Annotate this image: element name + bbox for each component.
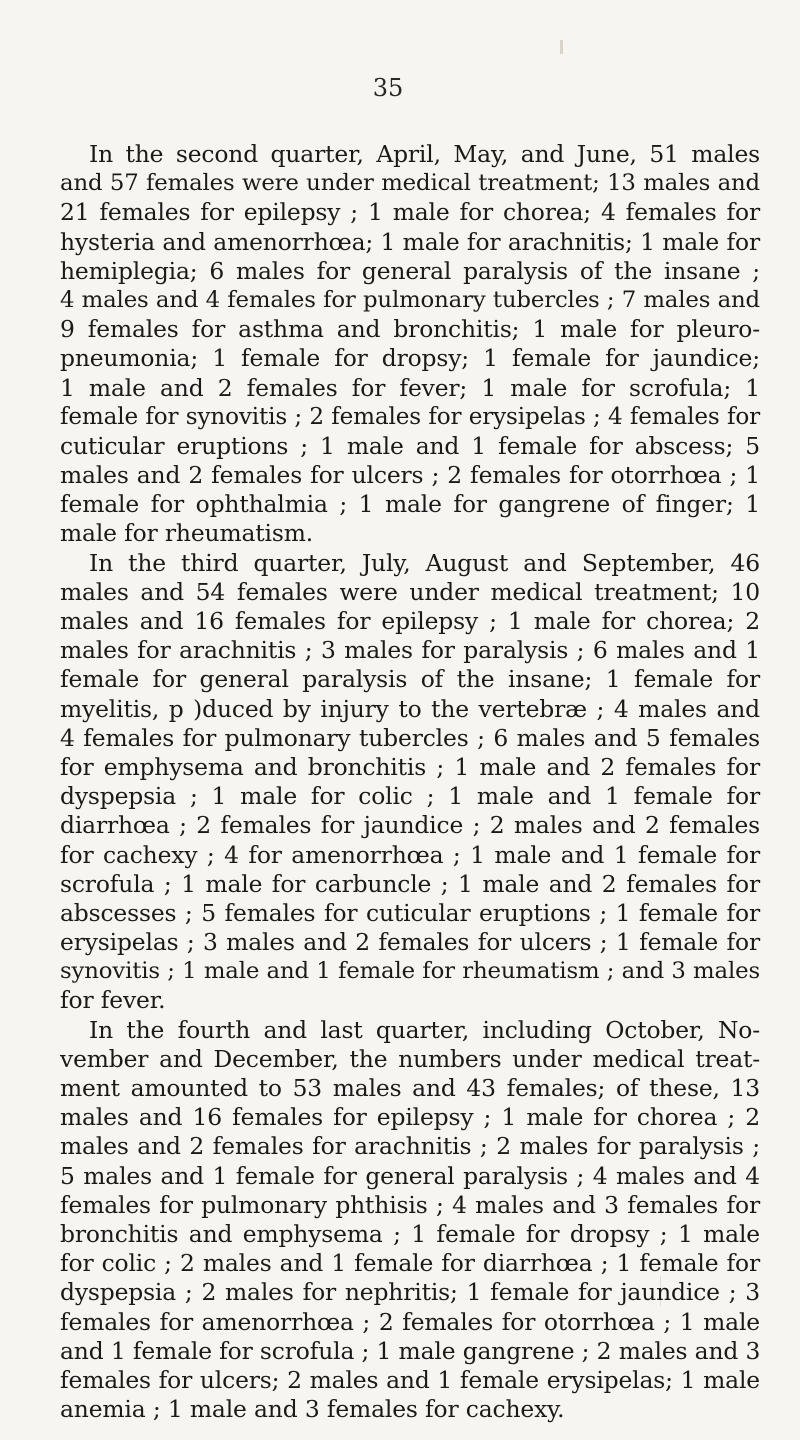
- text-line: 21 females for epilepsy ; 1 male for chorea; 4 females for: [60, 198, 760, 227]
- text-line: for colic ; 2 males and 1 female for diarrhœa ; 1 female for: [60, 1249, 760, 1278]
- text-line: female for synovitis ; 2 females for erysipelas ; 4 females for: [60, 403, 760, 430]
- paragraph-third-quarter: [60, 549, 760, 1016]
- paragraph-second-quarter: [60, 140, 760, 549]
- text-line: erysipelas ; 3 males and 2 females for ulcers ; 1 female for: [60, 928, 760, 957]
- text-line: males and 16 females for epilepsy ; 1 male for chorea ; 2: [60, 1103, 760, 1132]
- text-line: In the second quarter, April, May, and June, 51 males: [89, 140, 760, 168]
- text-line: males and 2 females for arachnitis ; 2 males for paralysis ;: [60, 1132, 760, 1161]
- text-line: for fever.: [60, 986, 166, 1015]
- text-line: myelitis, p )duced by injury to the vertebræ ; 4 males and: [60, 694, 760, 723]
- text-line: 4 females for pulmonary tubercles ; 6 males and 5 females: [60, 723, 760, 752]
- body-text: [60, 140, 760, 1424]
- text-line: females for pulmonary phthisis ; 4 males and 3 females for: [60, 1190, 760, 1219]
- text-line: male for rheumatism.: [60, 519, 314, 548]
- paper-speck: [560, 40, 563, 54]
- text-line: pneumonia; 1 female for dropsy; 1 female for jaundice;: [60, 344, 760, 373]
- text-line: synovitis ; 1 male and 1 female for rheumatism ; and 3 males: [60, 958, 760, 985]
- text-line: for cachexy ; 4 for amenorrhœa ; 1 male and 1 female for: [60, 840, 760, 869]
- text-line: 5 males and 1 female for general paralysis ; 4 males and 4: [60, 1161, 760, 1190]
- text-line: males for arachnitis ; 3 males for paralysis ; 6 males and 1: [60, 636, 760, 665]
- text-line: female for ophthalmia ; 1 male for gangrene of finger; 1: [60, 490, 760, 519]
- paragraph-fourth-quarter: [60, 1016, 760, 1425]
- text-line: and 1 female for scrofula ; 1 male gangrene ; 2 males and 3: [60, 1336, 761, 1365]
- text-line: ment amounted to 53 males and 43 females; of these, 13: [60, 1074, 760, 1102]
- page-number: 35: [372, 74, 404, 102]
- text-line: anemia ; 1 male and 3 females for cachexy.: [60, 1395, 565, 1424]
- text-line: cuticular eruptions ; 1 male and 1 female for abscess; 5: [60, 431, 760, 460]
- text-line: bronchitis and emphysema ; 1 female for dropsy ; 1 male: [60, 1219, 760, 1248]
- text-line: vember and December, the numbers under medical treat-: [60, 1044, 760, 1073]
- text-line: hemiplegia; 6 males for general paralysis of the insane ;: [60, 256, 760, 285]
- text-line: 4 males and 4 females for pulmonary tubercles ; 7 males and: [60, 286, 760, 313]
- text-line: females for ulcers; 2 males and 1 female erysipelas; 1 male: [60, 1365, 760, 1394]
- text-line: males and 2 females for ulcers ; 2 females for otorrhœa ; 1: [60, 461, 760, 490]
- text-line: males and 16 females for epilepsy ; 1 male for chorea; 2: [60, 607, 760, 635]
- text-line: 1 male and 2 females for fever; 1 male for scrofula; 1: [60, 373, 760, 402]
- text-line: and 57 females were under medical treatment; 13 males and: [60, 170, 760, 197]
- text-line: diarrhœa ; 2 females for jaundice ; 2 males and 2 females: [60, 811, 760, 840]
- text-line: abscesses ; 5 females for cuticular eruptions ; 1 female for: [60, 898, 760, 927]
- text-line: females for amenorrhœa ; 2 females for otorrhœa ; 1 male: [60, 1307, 760, 1336]
- text-line: In the fourth and last quarter, including October, No-: [89, 1015, 760, 1044]
- text-line: dyspepsia ; 1 male for colic ; 1 male and 1 female for: [60, 782, 760, 811]
- text-line: scrofula ; 1 male for carbuncle ; 1 male and 2 females for: [60, 869, 760, 898]
- text-line: dyspepsia ; 2 males for nephritis; 1 female for jaundice ; 3: [60, 1278, 760, 1307]
- text-line: males and 54 females were under medical treatment; 10: [60, 577, 760, 606]
- text-line: female for general paralysis of the insane; 1 female for: [60, 665, 760, 694]
- text-line: In the third quarter, July, August and September, 46: [89, 548, 760, 577]
- text-line: for emphysema and bronchitis ; 1 male and 2 females for: [60, 752, 760, 781]
- text-line: 9 females for asthma and bronchitis; 1 male for pleuro-: [60, 315, 760, 344]
- text-line: hysteria and amenorrhœa; 1 male for arachnitis; 1 male for: [60, 227, 760, 256]
